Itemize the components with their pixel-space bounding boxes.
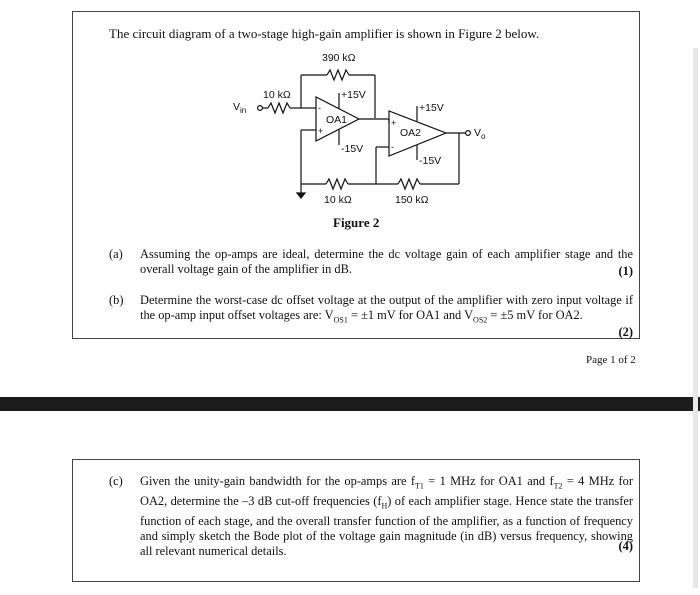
vo-label: $V_o$ (474, 127, 486, 142)
input-resistor (268, 103, 290, 113)
ground-resistor-1 (326, 179, 348, 189)
oa2-vpos-label: +15V (419, 102, 444, 114)
question-b-label: (b) (109, 293, 124, 307)
question-c (109, 474, 633, 559)
svg-text:+: + (391, 118, 397, 128)
ground-resistor-2 (398, 179, 420, 189)
question-c-text: Given the unity-gain bandwidth for the op-amps are $f_{T1} = 1$ MHz for OA1 and $f_{T2} = 4$ MHz for OA2, determine the –3 dB cut-off frequencies $(f_H)$ of each amplifier stage. Hence state the transfer function of each stage, and the overall transfer function of the amplifier, as a function of frequency and simply sketch the Bode plot of the voltage gain magnitude (in dB) versus frequency, showing all relevant numerical details. (140, 474, 633, 559)
question-b (109, 293, 633, 340)
oa1-vpos-label: +15V (341, 89, 366, 101)
question-c-label: (c) (109, 474, 123, 488)
svg-text:+: + (318, 126, 324, 136)
question-b-marks: (2) (618, 324, 633, 339)
oa2-vneg-label: -15V (419, 155, 442, 167)
feedback-resistor-label: 390 kΩ (322, 52, 356, 64)
question-a-marks: (1) (618, 263, 633, 278)
oa1-label: OA1 (326, 114, 348, 126)
question-b-text: Determine the worst-case dc offset voltage at the output of the amplifier with zero input voltage if the op-amp input offset voltages are: $V_{OS1} = \pm 1$ mV for OA1 and $V_{OS2} = \pm 5$ mV for OA2. (140, 293, 633, 325)
oa2-label: OA2 (400, 127, 422, 139)
page-divider (0, 397, 700, 411)
intro-text: The circuit diagram of a two-stage high-gain amplifier is shown in Figure 2 below. (109, 26, 540, 41)
question-a (109, 247, 633, 279)
input-resistor-label: 10 kΩ (263, 89, 291, 101)
question-c-marks: (4) (618, 538, 633, 553)
ground-resistor-1-label: 10 kΩ (324, 194, 352, 206)
ground-icon (297, 193, 305, 198)
vo-terminal (466, 131, 471, 136)
scrollbar[interactable] (693, 48, 698, 588)
vin-label: $V_{in}$ (233, 101, 247, 116)
question-a-text: Assuming the op-amps are ideal, determine the dc voltage gain of each amplifier stage and the overall voltage gain of the amplifier in dB. (140, 247, 633, 277)
ground-resistor-2-label: 150 kΩ (395, 194, 429, 206)
feedback-resistor (327, 70, 349, 80)
svg-text:-: - (318, 103, 321, 113)
svg-text:-: - (391, 142, 394, 152)
question-a-label: (a) (109, 247, 123, 261)
page-number: Page 1 of 2 (586, 354, 636, 366)
vin-terminal (258, 106, 263, 111)
oa1-vneg-label: -15V (341, 143, 364, 155)
figure-caption: Figure 2 (333, 215, 380, 230)
